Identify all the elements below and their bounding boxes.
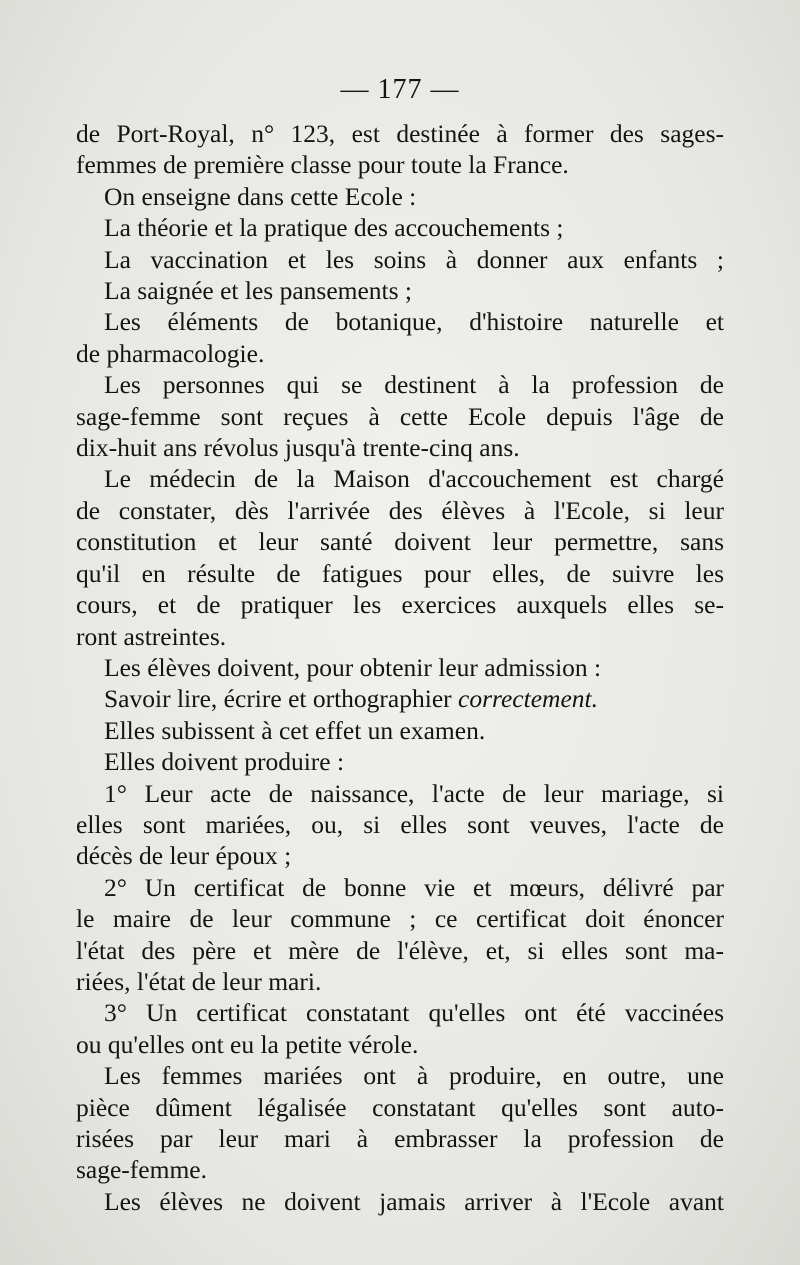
- text-line-content: 2° Un certificat de bonne vie et mœurs, délivré par: [104, 872, 724, 902]
- text-line: [76, 966, 724, 997]
- text-line: [76, 338, 724, 369]
- text-line-content: décès de leur époux ;: [76, 841, 292, 871]
- text-line-content: Elles doivent produire :: [104, 747, 345, 777]
- text-line-content: cours, et de pratiquer les exercices auxquels elles se-: [76, 590, 724, 620]
- text-line-content: qu'il en résulte de fatigues pour elles, de suivre les: [76, 558, 724, 588]
- text-line-content: 3° Un certificat constatant qu'elles ont été vaccinées: [104, 998, 724, 1028]
- text-line: [76, 181, 724, 212]
- text-line-content: riées, l'état de leur mari.: [76, 966, 322, 996]
- text-line-content: ou qu'elles ont eu la petite vérole.: [76, 1029, 419, 1059]
- text-line: [76, 212, 724, 243]
- text-line-content: risées par leur mari à embrasser la profession de: [76, 1124, 724, 1153]
- text-line-content: Les éléments de botanique, d'histoire naturelle et: [104, 307, 724, 337]
- text-line: [76, 1092, 724, 1123]
- text-line-content: La vaccination et les soins à donner aux enfants ;: [104, 244, 724, 274]
- text-line: [76, 401, 724, 432]
- text-line-content: 1° Leur acte de naissance, l'acte de leur mariage, si: [104, 778, 724, 808]
- text-line-content: sage-femme.: [76, 1155, 207, 1185]
- text-line-content: Les élèves doivent, pour obtenir leur admission :: [104, 652, 602, 682]
- text-line-content: elles sont mariées, ou, si elles sont veuves, l'acte de: [76, 809, 724, 839]
- text-line-content: de pharmacologie.: [76, 338, 265, 368]
- text-line-content: La saignée et les pansements ;: [104, 276, 413, 306]
- text-line-content: Les élèves ne doivent jamais arriver à l'Ecole avant: [104, 1186, 724, 1216]
- text-line: [76, 1123, 724, 1154]
- text-line: [76, 495, 724, 526]
- text-line: [76, 369, 724, 400]
- italic-emphasis: correctement.: [458, 684, 598, 714]
- text-line: [76, 935, 724, 966]
- text-line: [76, 275, 724, 306]
- text-line-content: Elles subissent à cet effet un examen.: [104, 715, 486, 745]
- text-line: [76, 118, 724, 149]
- text-line-content: de Port-Royal, n° 123, est destinée à former des sages-: [76, 119, 724, 148]
- text-line: [76, 526, 724, 557]
- page-number: — 177 —: [340, 74, 460, 105]
- text-line-content: La théorie et la pratique des accouchements ;: [104, 213, 564, 243]
- text-line-content: sage-femme sont reçues à cette Ecole depuis l'âge de: [76, 401, 724, 431]
- text-line: [76, 1186, 724, 1217]
- text-line: [76, 652, 724, 683]
- text-line-content: Les femmes mariées ont à produire, en outre, une: [104, 1061, 724, 1091]
- text-line-content: le maire de leur commune ; ce certificat doit énoncer: [76, 904, 724, 934]
- text-line-content: constitution et leur santé doivent leur permettre, sans: [76, 527, 724, 557]
- text-line: [76, 746, 724, 777]
- text-line-content: dix-huit ans révolus jusqu'à trente-cinq ans.: [76, 433, 520, 463]
- text-line-content: femmes de première classe pour toute la France.: [76, 150, 569, 180]
- text-line: [76, 1154, 724, 1185]
- text-line: [76, 621, 724, 652]
- text-line: [76, 589, 724, 620]
- body-text: [76, 118, 724, 1217]
- text-line: [76, 683, 724, 714]
- text-line: [76, 840, 724, 871]
- text-line: [76, 715, 724, 746]
- text-line: [76, 1060, 724, 1091]
- text-line-content: pièce dûment légalisée constatant qu'elles sont auto-: [76, 1092, 724, 1122]
- text-line-content: Savoir lire, écrire et orthographier: [104, 684, 459, 714]
- text-line-content: Le médecin de la Maison d'accouchement est chargé: [104, 464, 724, 494]
- text-line: [76, 997, 724, 1028]
- text-line: [76, 1029, 724, 1060]
- text-line: [76, 244, 724, 275]
- text-line: [76, 149, 724, 180]
- text-line: [76, 558, 724, 589]
- text-line: [76, 809, 724, 840]
- text-line-content: de constater, dès l'arrivée des élèves à l'Ecole, si leur: [76, 495, 724, 525]
- text-line: [76, 463, 724, 494]
- text-line: [76, 306, 724, 337]
- text-line: [76, 872, 724, 903]
- text-line-content: ront astreintes.: [76, 621, 227, 651]
- text-line-content: On enseigne dans cette Ecole :: [104, 181, 417, 211]
- text-line: [76, 778, 724, 809]
- text-line: [76, 903, 724, 934]
- text-line-content: l'état des père et mère de l'élève, et, si elles sont ma-: [76, 935, 724, 965]
- text-line-content: Les personnes qui se destinent à la profession de: [104, 370, 724, 400]
- text-line: [76, 432, 724, 463]
